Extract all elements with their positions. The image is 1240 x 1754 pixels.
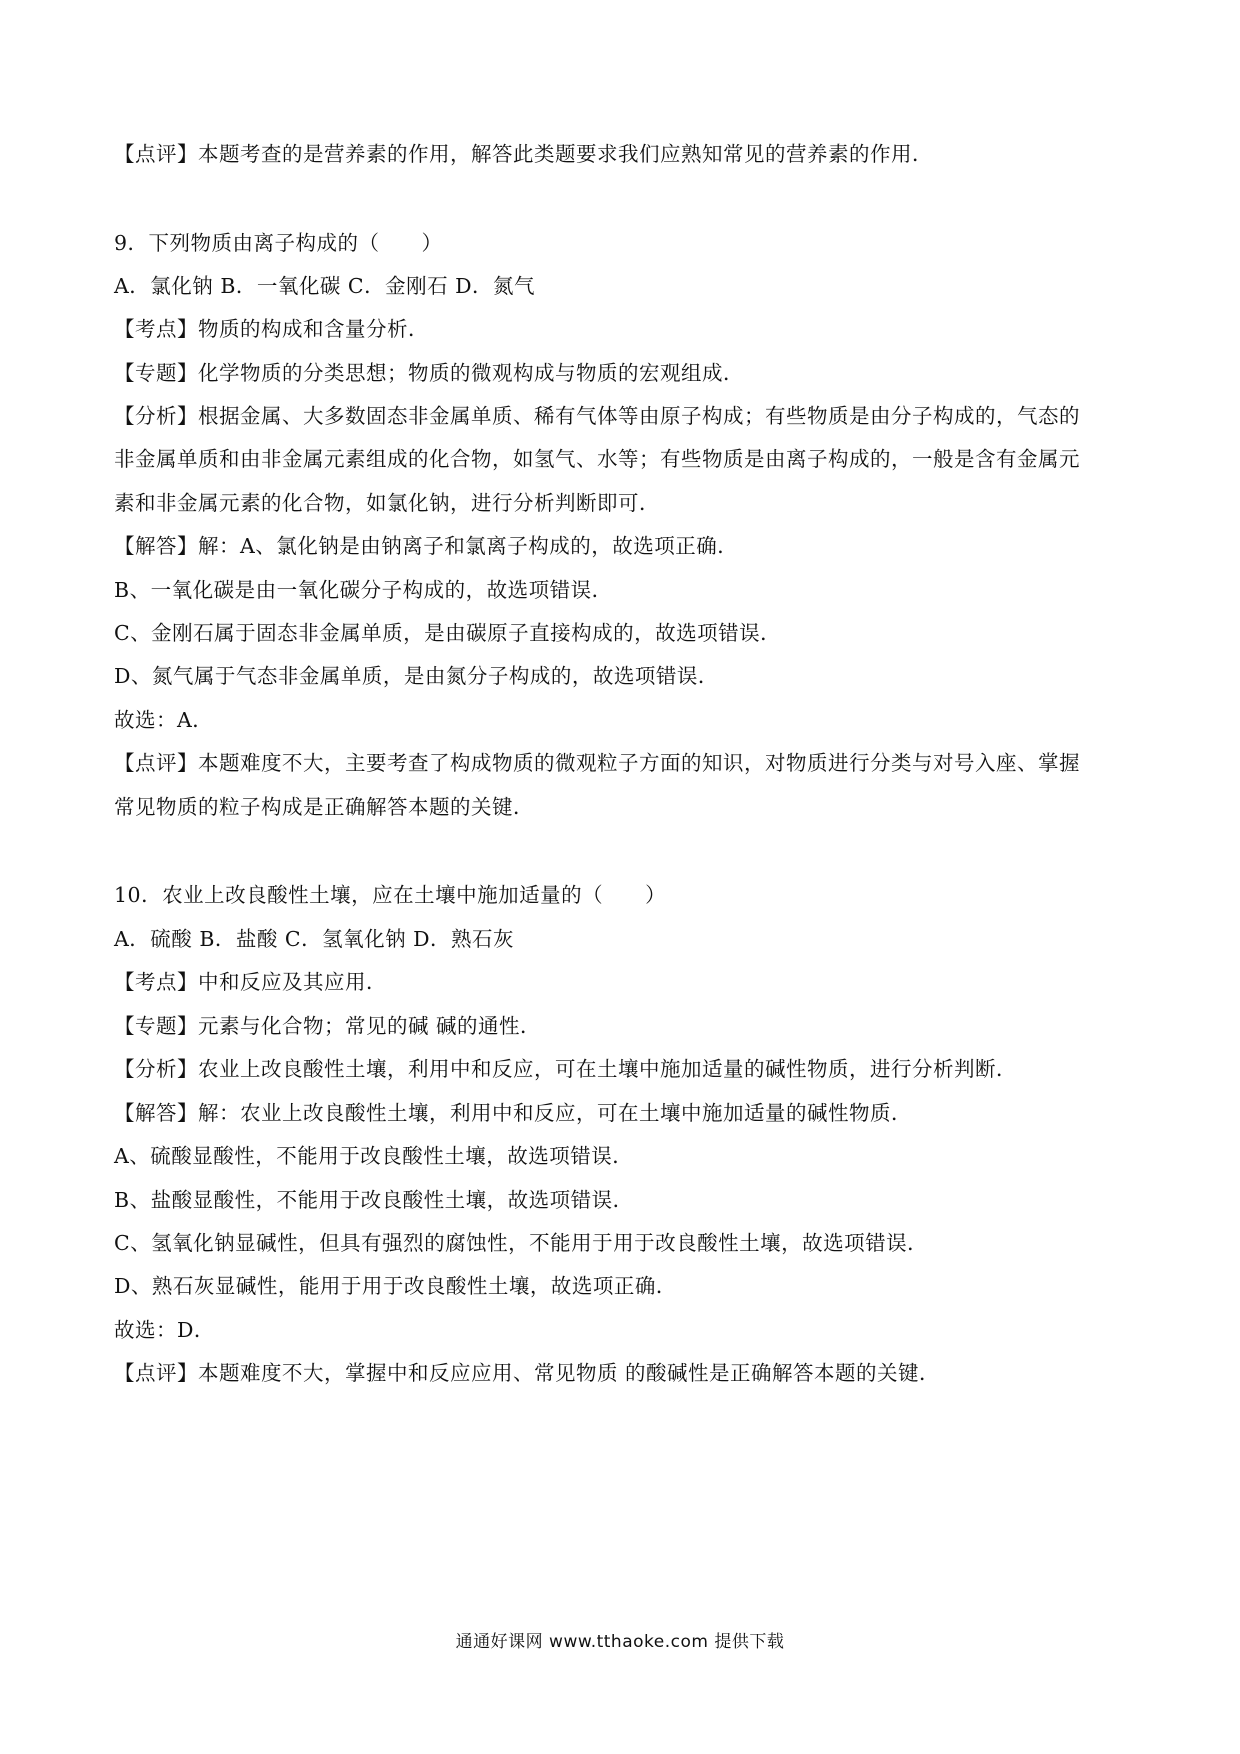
q9-dianping-line2: 常见物质的粒子构成是正确解答本题的关键． — [114, 795, 534, 819]
q10-option-c-explanation: C、氢氧化钠显碱性，但具有强烈的腐蚀性，不能用于用于改良酸性土壤，故选项错误． — [114, 1231, 929, 1255]
q10-dianping: 【点评】本题难度不大，掌握中和反应应用、常见物质 的酸碱性是正确解答本题的关键． — [114, 1361, 941, 1385]
q9-options: A．氯化钠 B．一氧化碳 C．金刚石 D．氮气 — [114, 274, 536, 298]
q9-dianping-line1: 【点评】本题难度不大，主要考查了构成物质的微观粒子方面的知识，对物质进行分类与对号入座、掌握 — [114, 751, 1080, 775]
q9-fenxi-line2: 非金属单质和由非金属元素组成的化合物，如氢气、水等；有些物质是由离子构成的，一般是含有金属元 — [114, 447, 1080, 471]
page-footer: 通通好课网 www.tthaoke.com 提供下载 — [455, 1632, 785, 1652]
q9-option-c-explanation: C、金刚石属于固态非金属单质，是由碳原子直接构成的，故选项错误． — [114, 621, 782, 645]
q9-fenxi-line1: 【分析】根据金属、大多数固态非金属单质、稀有气体等由原子构成；有些物质是由分子构成的，气态的 — [114, 404, 1080, 428]
q9-kaodian: 【考点】物质的构成和含量分析． — [114, 317, 429, 341]
q9-jieda: 【解答】解：A、氯化钠是由钠离子和氯离子构成的，故选项正确． — [114, 534, 739, 558]
prev-comment: 【点评】本题考查的是营养素的作用，解答此类题要求我们应熟知常见的营养素的作用． — [114, 142, 933, 166]
q9-question: 9．下列物质由离子构成的（ ） — [114, 231, 443, 255]
q10-options: A．硫酸 B．盐酸 C．氢氧化钠 D．熟石灰 — [114, 927, 515, 951]
q10-jieda: 【解答】解：农业上改良酸性土壤，利用中和反应，可在土壤中施加适量的碱性物质． — [114, 1101, 912, 1125]
q10-kaodian: 【考点】中和反应及其应用． — [114, 970, 387, 994]
q10-option-b-explanation: B、盐酸显酸性，不能用于改良酸性土壤，故选项错误． — [114, 1188, 634, 1212]
q9-option-b-explanation: B、一氧化碳是由一氧化碳分子构成的，故选项错误． — [114, 578, 613, 602]
q10-question: 10．农业上改良酸性土壤，应在土壤中施加适量的（ ） — [114, 883, 667, 907]
q10-zhuanti: 【专题】元素与化合物；常见的碱 碱的通性． — [114, 1014, 542, 1038]
q10-answer: 故选：D． — [114, 1318, 215, 1342]
q10-option-d-explanation: D、熟石灰显碱性，能用于用于改良酸性土壤，故选项正确． — [114, 1274, 677, 1298]
q9-fenxi-line3: 素和非金属元素的化合物，如氯化钠，进行分析判断即可． — [114, 491, 660, 515]
q9-zhuanti: 【专题】化学物质的分类思想；物质的微观构成与物质的宏观组成． — [114, 361, 744, 385]
q10-fenxi: 【分析】农业上改良酸性土壤，利用中和反应，可在土壤中施加适量的碱性物质，进行分析判断． — [114, 1057, 1017, 1081]
q9-answer: 故选：A． — [114, 708, 214, 732]
q10-option-a-explanation: A、硫酸显酸性，不能用于改良酸性土壤，故选项错误． — [114, 1144, 634, 1168]
q9-option-d-explanation: D、氮气属于气态非金属单质，是由氮分子构成的，故选项错误． — [114, 664, 719, 688]
